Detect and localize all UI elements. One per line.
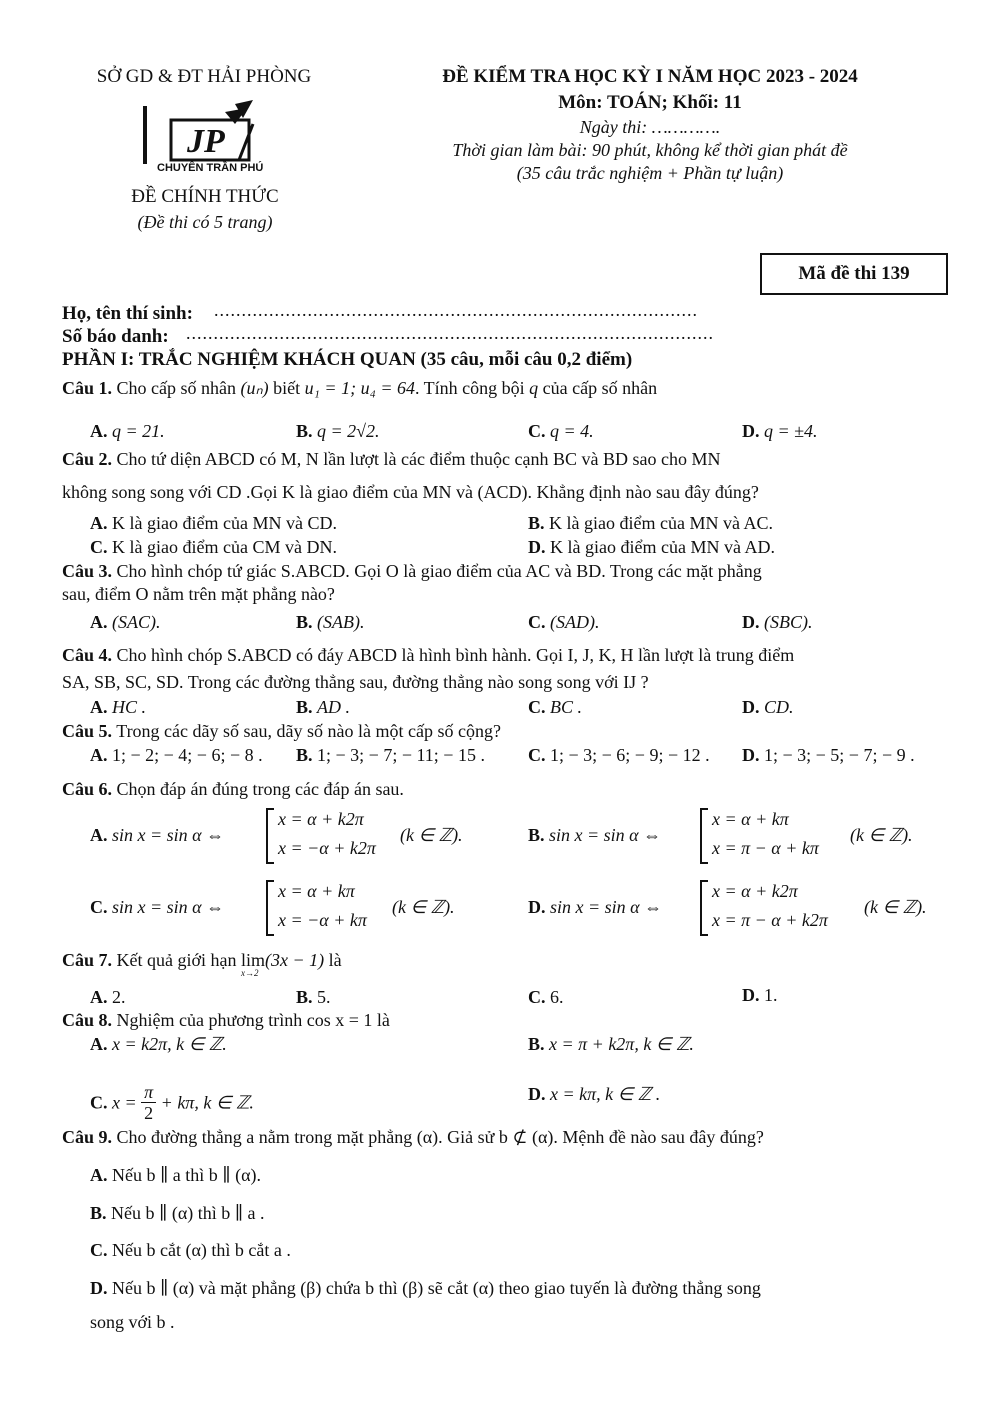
question-9: Câu 9. Cho đường thẳng a nằm trong mặt phẳng (α). Giả sử b ⊄ (α). Mệnh đề nào sau đây đúng? (62, 1127, 764, 1147)
question-5: Câu 5. Trong các dãy số sau, dãy số nào là một cấp số cộng? (62, 721, 501, 741)
q2-option-d: D. K là giao điểm của MN và AD. (528, 537, 775, 557)
q3-option-b: B. (SAB). (296, 612, 365, 632)
question-4-cont: SA, SB, SC, SD. Trong các đường thẳng sau, đường thẳng nào song song với IJ ? (62, 672, 649, 692)
q5-option-b: B. 1; − 3; − 7; − 11; − 15 . (296, 745, 485, 765)
q1-option-a: A. q = 21. (90, 421, 165, 441)
q4-option-a: A. HC . (90, 697, 147, 717)
q6-d-system: x = α + k2π x = π − α + k2π (700, 880, 860, 936)
exam-title: ĐỀ KIỂM TRA HỌC KỲ I NĂM HỌC 2023 - 2024 (442, 66, 858, 87)
q6-c-system: x = α + kπ x = −α + kπ (266, 880, 376, 936)
q2-option-b: B. K là giao điểm của MN và AC. (528, 513, 773, 533)
exam-structure: (35 câu trắc nghiệm + Phần tự luận) (516, 163, 784, 183)
q9-option-b: B. Nếu b ∥ (α) thì b ∥ a . (90, 1203, 265, 1223)
q8-option-c: C. x = $\frac{\pi}{2}$ + kπ, k ∈ ℤ. (90, 1082, 254, 1123)
exam-duration: Thời gian làm bài: 90 phút, không kể thời gian phát đề (452, 140, 848, 160)
question-4: Câu 4. Cho hình chóp S.ABCD có đáy ABCD là hình bình hành. Gọi I, J, K, H lần lượt là trung điểm (62, 645, 795, 665)
student-id-dots: ................................................................................................ (186, 323, 714, 343)
q4-option-d: D. CD. (742, 697, 794, 717)
question-3: Câu 3. Cho hình chóp tứ giác S.ABCD. Gọi O là giao điểm của AC và BD. Trong các mặt phẳng (62, 561, 762, 581)
q7-option-d: D. 1. (742, 985, 778, 1005)
q6-option-b: B. sin x = sin α ⇔ (528, 825, 662, 845)
exam-code-box: Mã đề thi 139 (760, 253, 948, 295)
question-2: Câu 2. Cho tứ diện ABCD có M, N lần lượt là các điểm thuộc cạnh BC và BD sao cho MN (62, 449, 721, 469)
q6-d-domain: (k ∈ ℤ). (864, 897, 927, 917)
q3-option-a: A. (SAC). (90, 612, 161, 632)
q6-option-c: C. sin x = sin α ⇔ (90, 897, 225, 917)
q4-option-b: B. AD . (296, 697, 351, 717)
q6-a-system: x = α + k2π x = −α + k2π (266, 808, 376, 864)
pages-note: (Đề thi có 5 trang) (137, 212, 273, 232)
q8-option-a: A. x = k2π, k ∈ ℤ. (90, 1034, 227, 1054)
question-6: Câu 6. Chọn đáp án đúng trong các đáp án sau. (62, 779, 404, 799)
q7-option-c: C. 6. (528, 987, 564, 1007)
logo-caption: CHUYÊN TRẦN PHÚ (157, 162, 264, 174)
question-7: Câu 7. Kết quả giới hạn lim x→2 (3x − 1) là (62, 950, 342, 978)
q6-c-brace (266, 880, 274, 936)
q9-option-d-cont: song với b . (90, 1312, 175, 1332)
q2-option-c: C. K là giao điểm của CM và DN. (90, 537, 337, 557)
q6-b-brace (700, 808, 708, 864)
student-name-label: Họ, tên thí sinh: (62, 303, 193, 324)
q6-b-domain: (k ∈ ℤ). (850, 825, 913, 845)
q3-option-d: D. (SBC). (742, 612, 813, 632)
q5-option-c: C. 1; − 3; − 6; − 9; − 12 . (528, 745, 710, 765)
q6-b-system: x = α + kπ x = π − α + kπ (700, 808, 850, 864)
q6-option-d: D. sin x = sin α ⇔ (528, 897, 663, 917)
q6-a-brace (266, 808, 274, 864)
question-3-cont: sau, điểm O nằm trên mặt phẳng nào? (62, 584, 335, 604)
school-logo (135, 98, 285, 174)
q6-a-domain: (k ∈ ℤ). (400, 825, 463, 845)
q1-option-c: C. q = 4. (528, 421, 594, 441)
q2-option-a: A. K là giao điểm của MN và CD. (90, 513, 337, 533)
question-1: Câu 1. Cho cấp số nhân (uₙ) biết u₁ = 1; u₄ = 64. Tính công bội q của cấp số nhân (62, 378, 658, 398)
q4-option-c: C. BC . (528, 697, 583, 717)
q7-option-a: A. 2. (90, 987, 126, 1007)
department-name: SỞ GD & ĐT HẢI PHÒNG (96, 66, 312, 87)
official-label: ĐỀ CHÍNH THỨC (131, 186, 279, 207)
q8-option-d: D. x = kπ, k ∈ ℤ . (528, 1084, 661, 1104)
exam-date: Ngày thi: …………. (579, 117, 721, 137)
svg-text:JP: JP (187, 123, 225, 160)
q1-option-b: B. q = 2√2. (296, 421, 380, 441)
q9-option-d: D. Nếu b ∥ (α) và mặt phẳng (β) chứa b thì (β) sẽ cắt (α) theo giao tuyến là đường thẳng song (90, 1278, 761, 1298)
student-name-dots: ........................................................................................ (214, 300, 698, 320)
q6-d-brace (700, 880, 708, 936)
q3-option-c: C. (SAD). (528, 612, 600, 632)
question-2-cont: không song song với CD .Gọi K là giao điểm của MN và (ACD). Khẳng định nào sau đây đúng? (62, 482, 759, 502)
q8-option-b: B. x = π + k2π, k ∈ ℤ. (528, 1034, 694, 1054)
student-id-label: Số báo danh: (62, 326, 169, 347)
section-title: PHẦN I: TRẮC NGHIỆM KHÁCH QUAN (35 câu, mỗi câu 0,2 điểm) (62, 349, 633, 370)
q9-option-a: A. Nếu b ∥ a thì b ∥ (α). (90, 1165, 262, 1185)
q6-c-domain: (k ∈ ℤ). (392, 897, 455, 917)
q6-option-a: A. sin x = sin α ⇔ (90, 825, 225, 845)
q5-option-d: D. 1; − 3; − 5; − 7; − 9 . (742, 745, 915, 765)
q9-option-c: C. Nếu b cắt (α) thì b cắt a . (90, 1240, 291, 1260)
q7-option-b: B. 5. (296, 987, 331, 1007)
question-8: Câu 8. Nghiệm của phương trình cos x = 1 là (62, 1010, 390, 1030)
subject-line: Môn: TOÁN; Khối: 11 (558, 92, 742, 113)
q5-option-a: A. 1; − 2; − 4; − 6; − 8 . (90, 745, 263, 765)
q1-option-d: D. q = ±4. (742, 421, 818, 441)
